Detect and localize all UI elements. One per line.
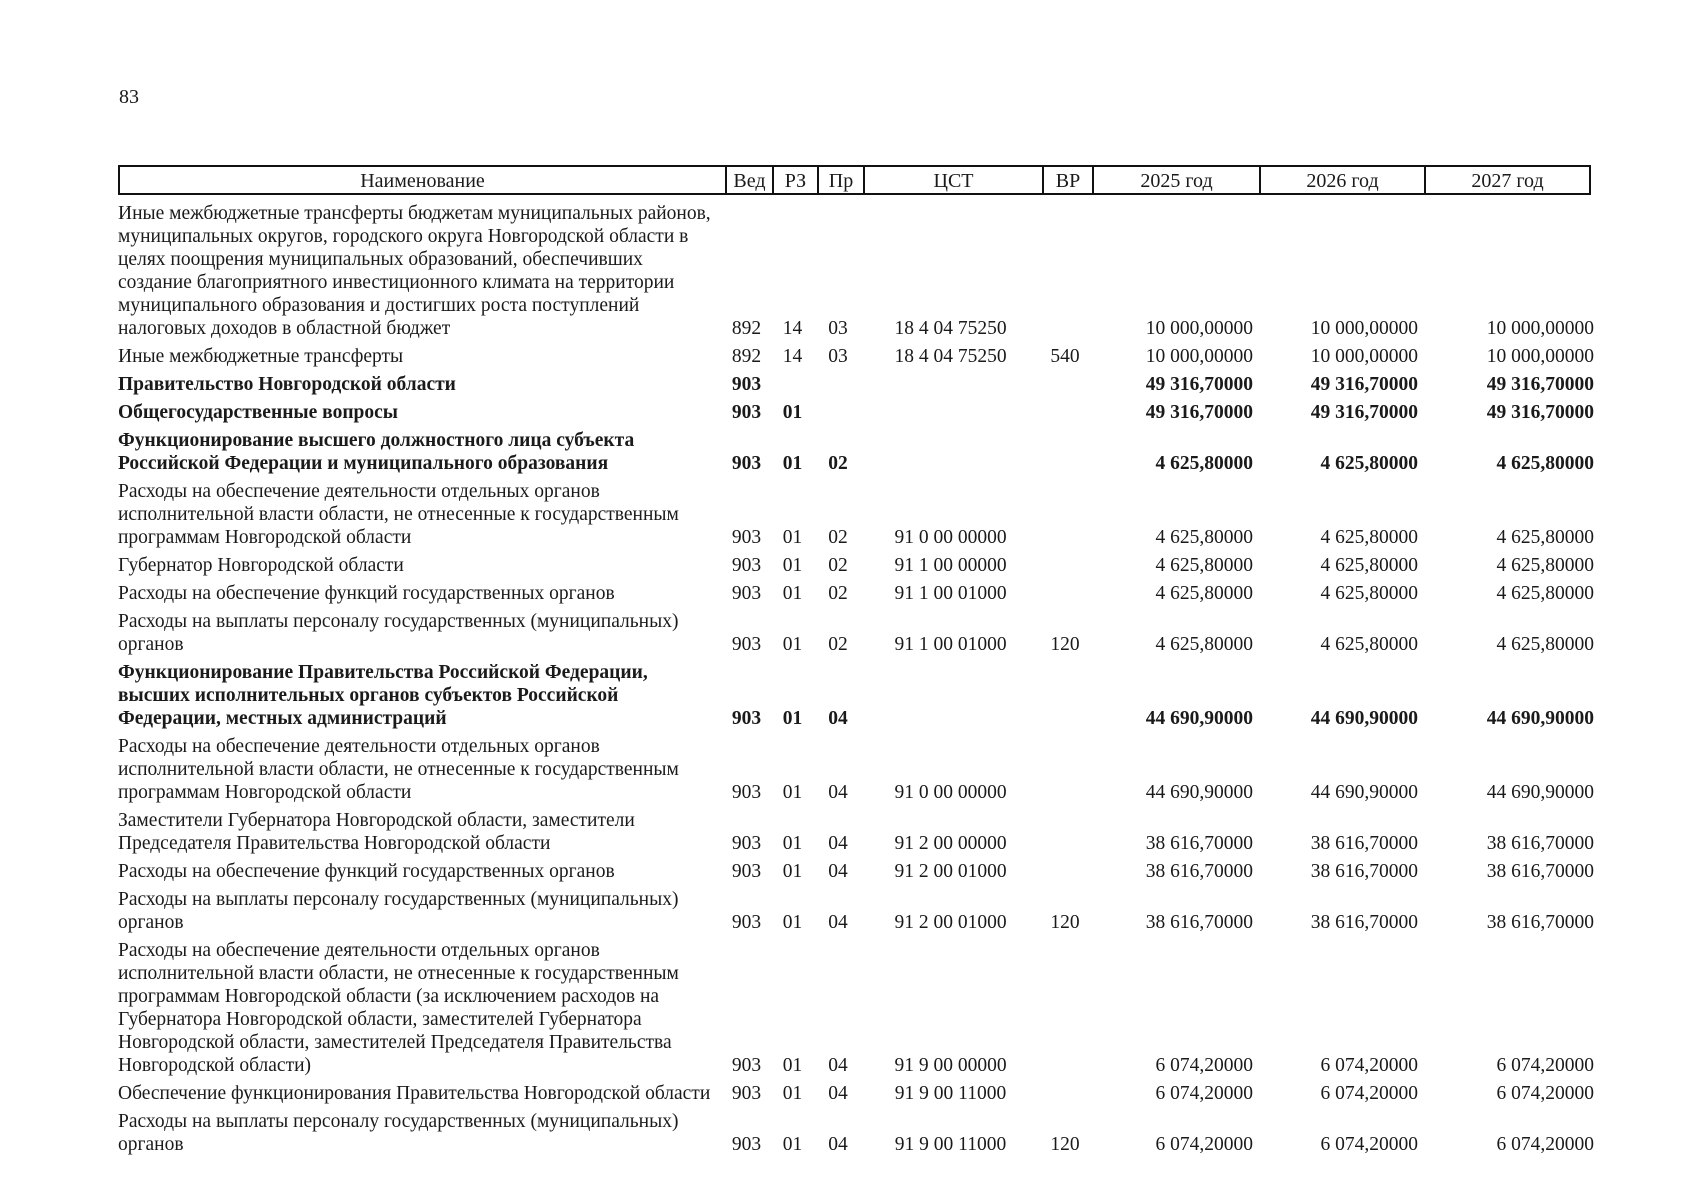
table-row	[118, 607, 1598, 658]
row-name: Расходы на выплаты персоналу государственных (муниципальных) органов	[118, 611, 679, 655]
row-vr	[1040, 806, 1090, 857]
row-vr: 120	[1050, 912, 1080, 933]
row-name: Расходы на обеспечение деятельности отдельных органов исполнительной власти области, не отнесенные к государственным программам Новгородской области (за исключением расходов на Губернатора Новгородской области, заместителей Губернатора Новгородской области, заместителей Председателя Правительства Новгородской области)	[118, 940, 679, 1076]
header-name: Наименование	[360, 170, 485, 192]
row-value-2027: 38 616,70000	[1486, 912, 1594, 933]
table-row	[118, 426, 1598, 477]
row-name: Общегосударственные вопросы	[118, 402, 399, 423]
row-value-2025: 44 690,90000	[1145, 782, 1253, 803]
row-pr: 02	[828, 453, 848, 474]
row-vr	[1040, 199, 1090, 342]
row-value-2027: 6 074,20000	[1496, 1134, 1594, 1155]
row-vr	[1040, 370, 1090, 398]
row-value-2027: 4 625,80000	[1496, 527, 1594, 548]
row-vr	[1040, 1079, 1090, 1107]
table-row	[118, 885, 1598, 936]
row-value-2026: 38 616,70000	[1310, 912, 1418, 933]
row-vr	[1040, 426, 1090, 477]
row-cst	[861, 426, 1040, 477]
row-value-2027: 38 616,70000	[1486, 861, 1594, 882]
row-rz: 01	[782, 453, 803, 474]
row-vr	[1040, 551, 1090, 579]
row-rz: 01	[782, 1083, 803, 1104]
table-row	[118, 579, 1598, 607]
row-cst: 91 1 00 01000	[894, 634, 1007, 655]
row-name: Губернатор Новгородской области	[118, 555, 404, 576]
row-ved: 903	[731, 583, 762, 604]
row-rz: 01	[782, 833, 803, 854]
row-cst: 91 1 00 00000	[894, 555, 1007, 576]
row-rz: 14	[782, 346, 803, 367]
row-rz: 01	[782, 861, 803, 882]
row-vr: 120	[1050, 1134, 1080, 1155]
row-name: Правительство Новгородской области	[118, 374, 456, 395]
row-value-2025: 4 625,80000	[1155, 583, 1253, 604]
row-value-2027: 49 316,70000	[1486, 374, 1594, 395]
row-name: Расходы на выплаты персоналу государственных (муниципальных) органов	[118, 889, 679, 933]
row-name: Расходы на обеспечение функций государственных органов	[118, 861, 615, 882]
row-value-2025: 4 625,80000	[1155, 453, 1253, 474]
row-name: Функционирование высшего должностного лица субъекта Российской Федерации и муниципального образования	[118, 430, 635, 474]
row-value-2026: 10 000,00000	[1310, 346, 1418, 367]
row-pr: 03	[828, 318, 848, 339]
row-vr	[1040, 579, 1090, 607]
row-pr: 02	[828, 634, 848, 655]
row-value-2025: 44 690,90000	[1145, 708, 1253, 729]
table-row	[118, 398, 1598, 426]
row-ved: 903	[731, 912, 762, 933]
row-vr	[1040, 936, 1090, 1079]
table-row	[118, 732, 1598, 806]
row-cst	[861, 398, 1040, 426]
row-rz: 01	[782, 555, 803, 576]
row-name: Заместители Губернатора Новгородской области, заместители Председателя Правительства Новгородской области	[118, 810, 635, 854]
row-vr	[1040, 857, 1090, 885]
row-cst: 91 2 00 01000	[894, 912, 1007, 933]
row-value-2026: 4 625,80000	[1320, 527, 1418, 548]
row-ved: 903	[731, 1134, 762, 1155]
row-ved: 903	[731, 861, 762, 882]
row-pr: 04	[828, 782, 848, 803]
row-name: Расходы на обеспечение функций государственных органов	[118, 583, 615, 604]
row-ved: 903	[731, 708, 762, 729]
page-number: 83	[119, 86, 139, 108]
row-cst: 18 4 04 75250	[894, 318, 1007, 339]
table-row	[118, 936, 1598, 1079]
row-ved: 903	[731, 1083, 762, 1104]
row-pr: 04	[828, 1134, 848, 1155]
row-cst	[861, 370, 1040, 398]
row-ved: 892	[731, 318, 762, 339]
row-value-2026: 49 316,70000	[1310, 374, 1418, 395]
row-cst: 91 2 00 00000	[894, 833, 1007, 854]
header-2025: 2025 год	[1092, 167, 1259, 193]
row-value-2026: 6 074,20000	[1320, 1134, 1418, 1155]
row-vr	[1040, 732, 1090, 806]
header-pr: Пр	[817, 167, 863, 193]
row-cst	[861, 658, 1040, 732]
row-vr	[1040, 398, 1090, 426]
table-row	[118, 551, 1598, 579]
row-value-2027: 44 690,90000	[1486, 708, 1594, 729]
table-row	[118, 857, 1598, 885]
table-row	[118, 1079, 1598, 1107]
row-vr	[1040, 658, 1090, 732]
table-row	[118, 1107, 1598, 1158]
row-pr: 04	[828, 861, 848, 882]
row-cst: 91 0 00 00000	[894, 527, 1007, 548]
header-cst: ЦСТ	[863, 167, 1042, 193]
table-row	[118, 370, 1598, 398]
row-ved: 903	[731, 374, 762, 395]
row-value-2027: 6 074,20000	[1496, 1083, 1594, 1104]
row-value-2025: 38 616,70000	[1145, 912, 1253, 933]
row-rz: 01	[782, 634, 803, 655]
table-row	[118, 806, 1598, 857]
header-2026: 2026 год	[1259, 167, 1424, 193]
row-ved: 903	[731, 453, 762, 474]
table-body	[118, 199, 1598, 1158]
row-value-2026: 4 625,80000	[1320, 634, 1418, 655]
row-ved: 903	[731, 527, 762, 548]
row-value-2025: 49 316,70000	[1145, 374, 1253, 395]
row-value-2026: 4 625,80000	[1320, 453, 1418, 474]
row-pr: 02	[828, 583, 848, 604]
row-rz: 01	[782, 402, 803, 423]
row-value-2026: 44 690,90000	[1310, 782, 1418, 803]
row-value-2027: 4 625,80000	[1496, 634, 1594, 655]
row-vr	[1040, 477, 1090, 551]
row-name: Функционирование Правительства Российской Федерации, высших исполнительных органов субъектов Российской Федерации, местных администраций	[118, 662, 648, 729]
table-row	[118, 199, 1598, 342]
row-value-2026: 49 316,70000	[1310, 402, 1418, 423]
row-value-2025: 4 625,80000	[1155, 634, 1253, 655]
row-pr: 04	[828, 708, 848, 729]
row-value-2027: 38 616,70000	[1486, 833, 1594, 854]
row-ved: 903	[731, 833, 762, 854]
row-name: Расходы на выплаты персоналу государственных (муниципальных) органов	[118, 1111, 679, 1155]
table-header	[118, 165, 1591, 195]
row-name: Расходы на обеспечение деятельности отдельных органов исполнительной власти области, не отнесенные к государственным программам Новгородской области	[118, 481, 679, 548]
row-cst: 91 9 00 00000	[894, 1055, 1007, 1076]
row-rz: 01	[782, 782, 803, 803]
row-value-2027: 49 316,70000	[1486, 402, 1594, 423]
row-value-2025: 4 625,80000	[1155, 527, 1253, 548]
row-value-2025: 6 074,20000	[1155, 1055, 1253, 1076]
row-name: Иные межбюджетные трансферты бюджетам муниципальных районов, муниципальных округов, городского округа Новгородской области в целях поощрения муниципальных образований, обеспечивших создание благоприятного инвестиционного климата на территории муниципального образования и достигших роста поступлений налоговых доходов в областной бюджет	[118, 203, 711, 339]
row-value-2027: 10 000,00000	[1486, 346, 1594, 367]
row-value-2025: 6 074,20000	[1155, 1083, 1253, 1104]
table-row	[118, 342, 1598, 370]
row-pr: 04	[828, 912, 848, 933]
table-row	[118, 658, 1598, 732]
row-value-2025: 38 616,70000	[1145, 833, 1253, 854]
row-ved: 903	[731, 782, 762, 803]
row-ved: 903	[731, 555, 762, 576]
row-value-2025: 6 074,20000	[1155, 1134, 1253, 1155]
row-value-2026: 4 625,80000	[1320, 583, 1418, 604]
header-ved: Вед	[725, 167, 772, 193]
header-2027: 2027 год	[1424, 167, 1589, 193]
row-name: Иные межбюджетные трансферты	[118, 346, 404, 367]
row-value-2027: 6 074,20000	[1496, 1055, 1594, 1076]
row-value-2026: 6 074,20000	[1320, 1083, 1418, 1104]
row-ved: 892	[731, 346, 762, 367]
row-cst: 91 9 00 11000	[894, 1083, 1007, 1104]
row-value-2025: 38 616,70000	[1145, 861, 1253, 882]
row-pr	[815, 398, 861, 426]
row-value-2026: 10 000,00000	[1310, 318, 1418, 339]
row-name: Обеспечение функционирования Правительства Новгородской области	[118, 1083, 711, 1104]
header-vr: ВР	[1042, 167, 1092, 193]
row-value-2025: 49 316,70000	[1145, 402, 1253, 423]
row-cst: 91 9 00 11000	[894, 1134, 1007, 1155]
row-value-2025: 10 000,00000	[1145, 318, 1253, 339]
row-vr: 540	[1050, 346, 1080, 367]
row-rz: 01	[782, 708, 803, 729]
row-pr: 02	[828, 527, 848, 548]
row-cst: 18 4 04 75250	[894, 346, 1007, 367]
row-name: Расходы на обеспечение деятельности отдельных органов исполнительной власти области, не отнесенные к государственным программам Новгородской области	[118, 736, 679, 803]
row-rz	[770, 370, 815, 398]
row-ved: 903	[731, 634, 762, 655]
row-rz: 01	[782, 1055, 803, 1076]
row-ved: 903	[731, 402, 762, 423]
row-rz: 01	[782, 527, 803, 548]
row-pr: 02	[828, 555, 848, 576]
row-rz: 01	[782, 583, 803, 604]
row-value-2026: 38 616,70000	[1310, 861, 1418, 882]
row-value-2025: 4 625,80000	[1155, 555, 1253, 576]
row-pr: 04	[828, 1055, 848, 1076]
row-pr: 04	[828, 1083, 848, 1104]
row-value-2027: 44 690,90000	[1486, 782, 1594, 803]
row-rz: 01	[782, 1134, 803, 1155]
row-pr: 04	[828, 833, 848, 854]
row-value-2025: 10 000,00000	[1145, 346, 1253, 367]
row-value-2027: 10 000,00000	[1486, 318, 1594, 339]
row-value-2026: 4 625,80000	[1320, 555, 1418, 576]
row-pr	[815, 370, 861, 398]
row-value-2026: 6 074,20000	[1320, 1055, 1418, 1076]
row-cst: 91 2 00 01000	[894, 861, 1007, 882]
row-ved: 903	[731, 1055, 762, 1076]
row-value-2027: 4 625,80000	[1496, 453, 1594, 474]
row-value-2026: 44 690,90000	[1310, 708, 1418, 729]
row-vr: 120	[1050, 634, 1080, 655]
row-value-2027: 4 625,80000	[1496, 583, 1594, 604]
row-cst: 91 1 00 01000	[894, 583, 1007, 604]
row-rz: 01	[782, 912, 803, 933]
table-row	[118, 477, 1598, 551]
row-pr: 03	[828, 346, 848, 367]
row-value-2026: 38 616,70000	[1310, 833, 1418, 854]
row-rz: 14	[782, 318, 803, 339]
header-rz: РЗ	[772, 167, 817, 193]
row-cst: 91 0 00 00000	[894, 782, 1007, 803]
row-value-2027: 4 625,80000	[1496, 555, 1594, 576]
budget-table	[118, 199, 1598, 1158]
